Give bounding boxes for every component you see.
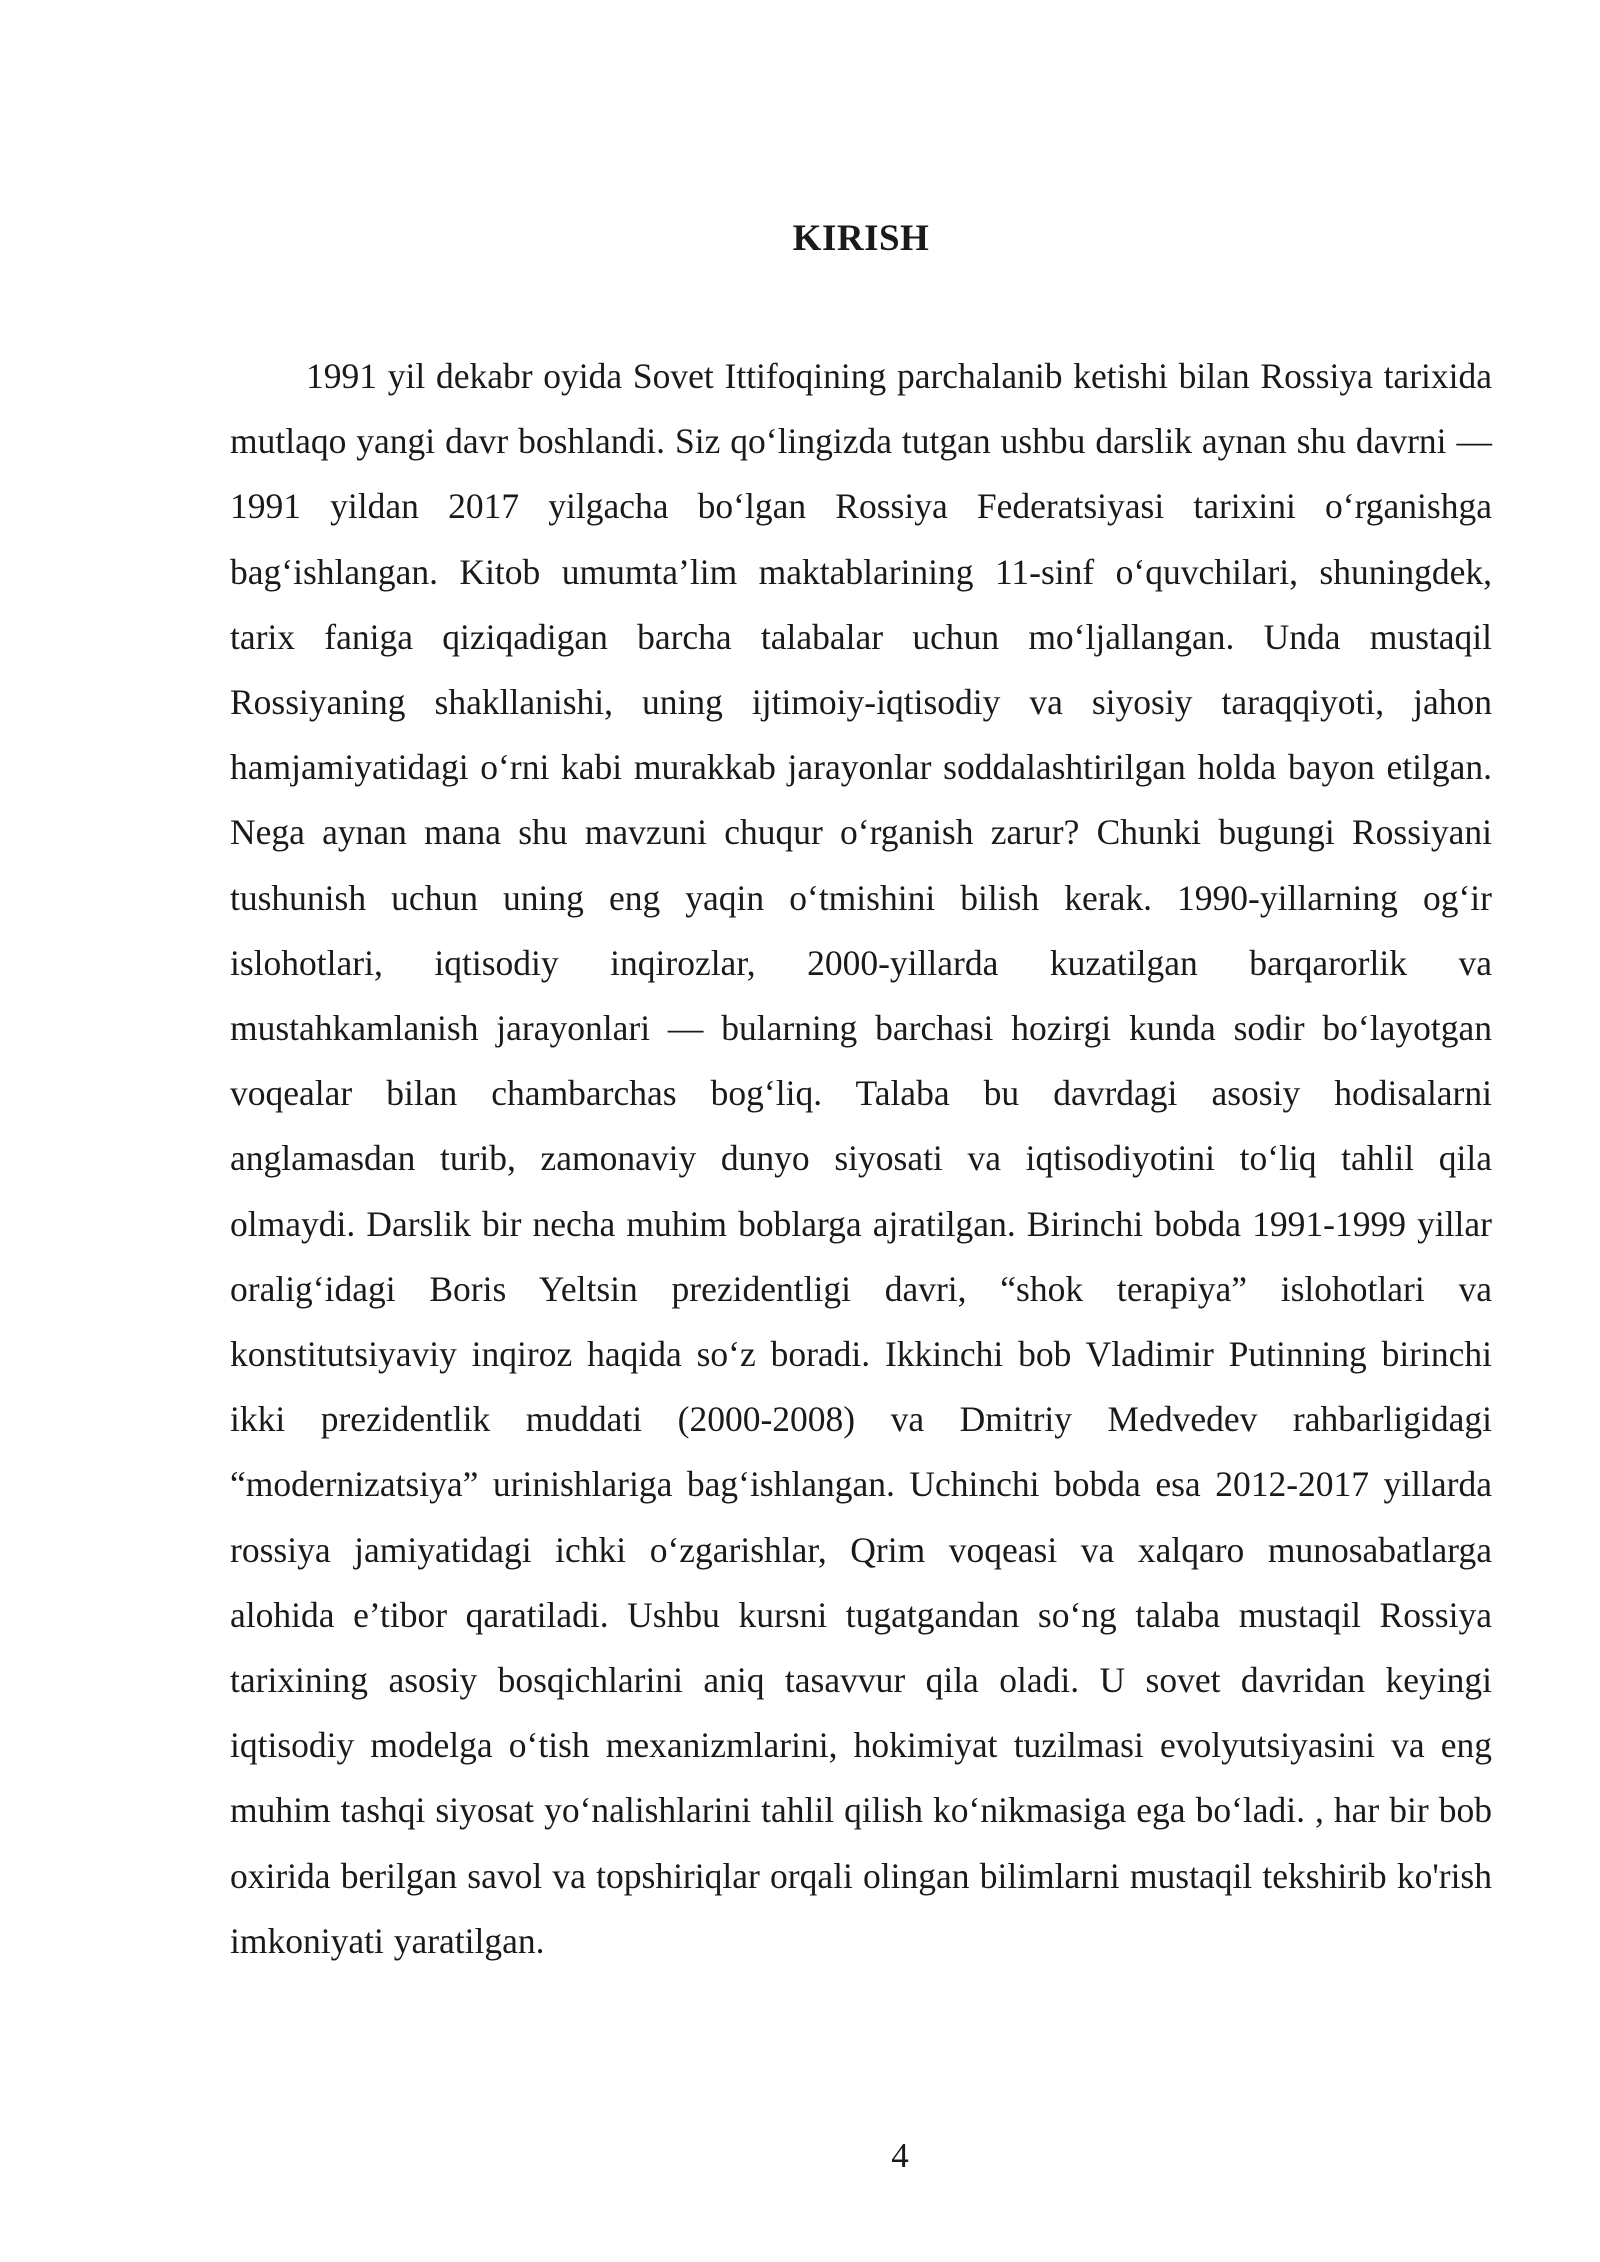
body-paragraph: 1991 yil dekabr oyida Sovet Ittifoqining parchalanib ketishi bilan Rossiya tarixida mutlaqo yangi davr boshlandi. Siz qo‘lingizda tutgan ushbu darslik aynan shu davrni — 1991 yildan 2017 yilgacha bo‘lgan Rossiya Federatsiyasi tarixini o‘rganishga bag‘ishlangan. Kitob umumta’lim maktablarining 11-sinf o‘quvchilari, shuningdek, tarix faniga qiziqadigan barcha talabalar uchun mo‘ljallangan. Unda mustaqil Rossiyaning shakllanishi, uning ijtimoiy-iqtisodiy va siyosiy taraqqiyoti, jahon hamjamiyatidagi o‘rni kabi murakkab jarayonlar soddalashtirilgan holda bayon etilgan. Nega aynan mana shu mavzuni chuqur o‘rganish zarur? Chunki bugungi Rossiyani tushunish uchun uning eng yaqin o‘tmishini bilish kerak. 1990-yillarning og‘ir islohotlari, iqtisodiy inqirozlar, 2000-yillarda kuzatilgan barqarorlik va mustahkamlanish jarayonlari — bularning barchasi hozirgi kunda sodir bo‘layotgan voqealar bilan chambarchas bog‘liq. Talaba bu davrdagi asosiy hodisalarni anglamasdan turib, zamonaviy dunyo siyosati va iqtisodiyotini to‘liq tahlil qila olmaydi. Darslik bir necha muhim boblarga ajratilgan. Birinchi bobda 1991-1999 yillar oralig‘idagi Boris Yeltsin prezidentligi davri, “shok terapiya” islohotlari va konstitutsiyaviy inqiroz haqida so‘z boradi. Ikkinchi bob Vladimir Putinning birinchi ikki prezidentlik muddati (2000-2008) va Dmitriy Medvedev rahbarligidagi “modernizatsiya” urinishlariga bag‘ishlangan. Uchinchi bobda esa 2012-2017 yillarda rossiya jamiyatidagi ichki o‘zgarishlar, Qrim voqeasi va xalqaro munosabatlarga alohida e’tibor qaratiladi. Ushbu kursni tugatgandan so‘ng talaba mustaqil Rossiya tarixining asosiy bosqichlarini aniq tasavvur qila oladi. U sovet davridan keyingi iqtisodiy modelga o‘tish mexanizmlarini, hokimiyat tuzilmasi evolyutsiyasini va eng muhim tashqi siyosat yo‘nalishlarini tahlil qilish ko‘nikmasiga ega bo‘ladi. , har bir bob oxirida berilgan savol va topshiriqlar orqali olingan bilimlarni mustaqil tekshirib ko'rish imkoniyati yaratilgan. — [230, 356, 1492, 1961]
page-title: KIRISH — [792, 218, 930, 259]
page-number: 4 — [891, 2136, 909, 2175]
